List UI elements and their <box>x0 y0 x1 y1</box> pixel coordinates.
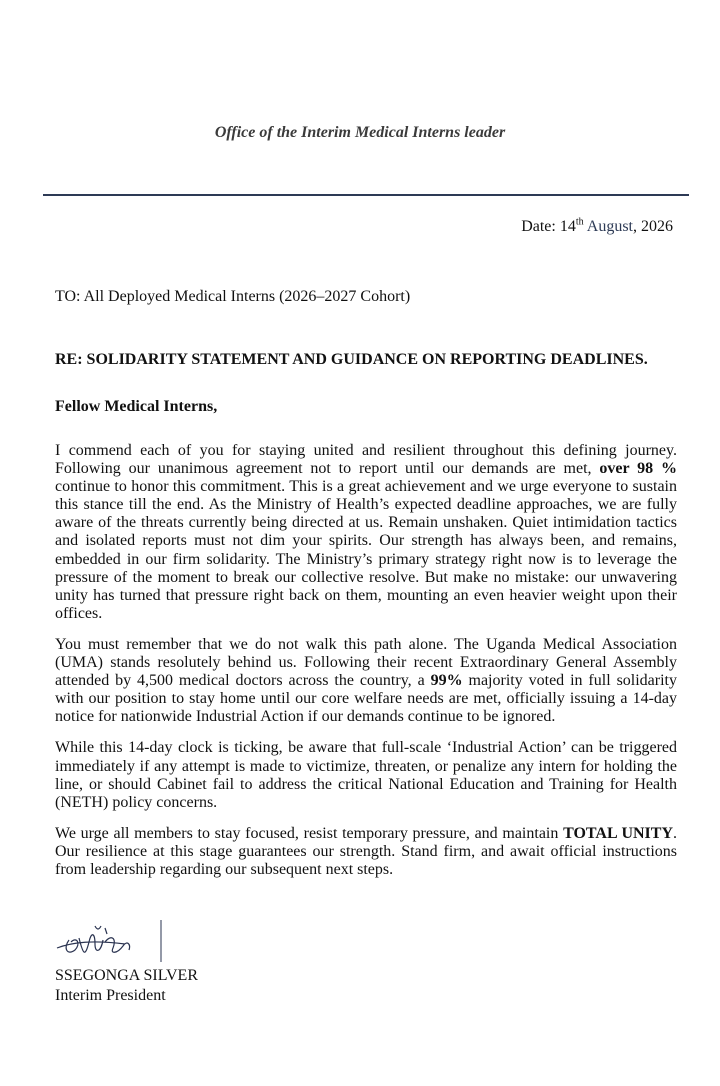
p4-highlight: TOTAL UNITY <box>563 824 674 842</box>
date-month: August <box>586 218 633 235</box>
recipient-line: TO: All Deployed Medical Interns (2026–2027 Cohort) <box>55 288 411 305</box>
p1-text-b: continue to honor this commitment. This is a great achievement and we urge everyone to sustain this stance till the end. As the Ministry of Health’s expected deadline approaches, we are fully aware of the threats currently being directed at us. Remain unshaken. Quiet intimidation tactics and isolated reports must not dim your spirits. Our strength has always been, and remains, embedded in our firm solidarity. The Ministry’s primary strategy right now is to leverage the pressure of the moment to break our collective resolve. But make no mistake: our unwavering unity has turned that pressure right back on them, mounting an even heavier weight upon their offices. <box>55 478 677 622</box>
paragraph-3: While this 14-day clock is ticking, be aware that full-scale ‘Industrial Action’ can be triggered immediately if any attempt is made to victimize, threaten, or penalize any intern for holding the line, or should Cabinet fail to address the critical National Education and Training for Health (NETH) policy concerns. <box>55 739 677 811</box>
salutation: Fellow Medical Interns, <box>55 398 218 415</box>
p1-highlight: over 98 % <box>599 460 677 478</box>
handwritten-signature <box>55 918 175 966</box>
letter-date <box>521 218 673 236</box>
header-divider <box>43 194 689 196</box>
paragraph-2 <box>55 636 677 726</box>
p4-text-b: . Our resilience at this stage guarantees our strength. Stand firm, and await official instructions from leadership regarding our subsequent next steps. <box>55 824 678 878</box>
p2-text-a: You must remember that we do not walk this path alone. The Uganda Medical Association (UMA) stands resolutely behind us. Following their recent Extraordinary General Assembly attended by 4,500 medical doctors across the country, a <box>55 635 677 690</box>
paragraph-1 <box>55 442 677 623</box>
p1-text-a: I commend each of you for staying united and resilient throughout this defining journey. Following our unanimous agreement not to report until our demands are met, <box>55 442 677 478</box>
signatory-title: Interim President <box>55 987 166 1004</box>
paragraph-4 <box>55 825 677 879</box>
date-prefix: Date: 14 <box>521 218 576 235</box>
signatory-name: SSEGONGA SILVER <box>55 967 198 984</box>
p2-text-b: majority voted in full solidarity with our position to stay home until our core welfare needs are met, officially issuing a 14-day notice for nationwide Industrial Action if our demands continue to be ignored. <box>55 672 678 726</box>
letter-body <box>55 442 677 892</box>
date-year: , 2026 <box>633 218 673 235</box>
date-ordinal: th <box>575 216 584 228</box>
office-heading: Office of the Interim Medical Interns leader <box>214 124 506 141</box>
p2-highlight: 99% <box>430 672 463 690</box>
subject-line: RE: SOLIDARITY STATEMENT AND GUIDANCE ON REPORTING DEADLINES. <box>55 351 648 368</box>
p4-text-a: We urge all members to stay focused, resist temporary pressure, and maintain <box>55 824 564 842</box>
